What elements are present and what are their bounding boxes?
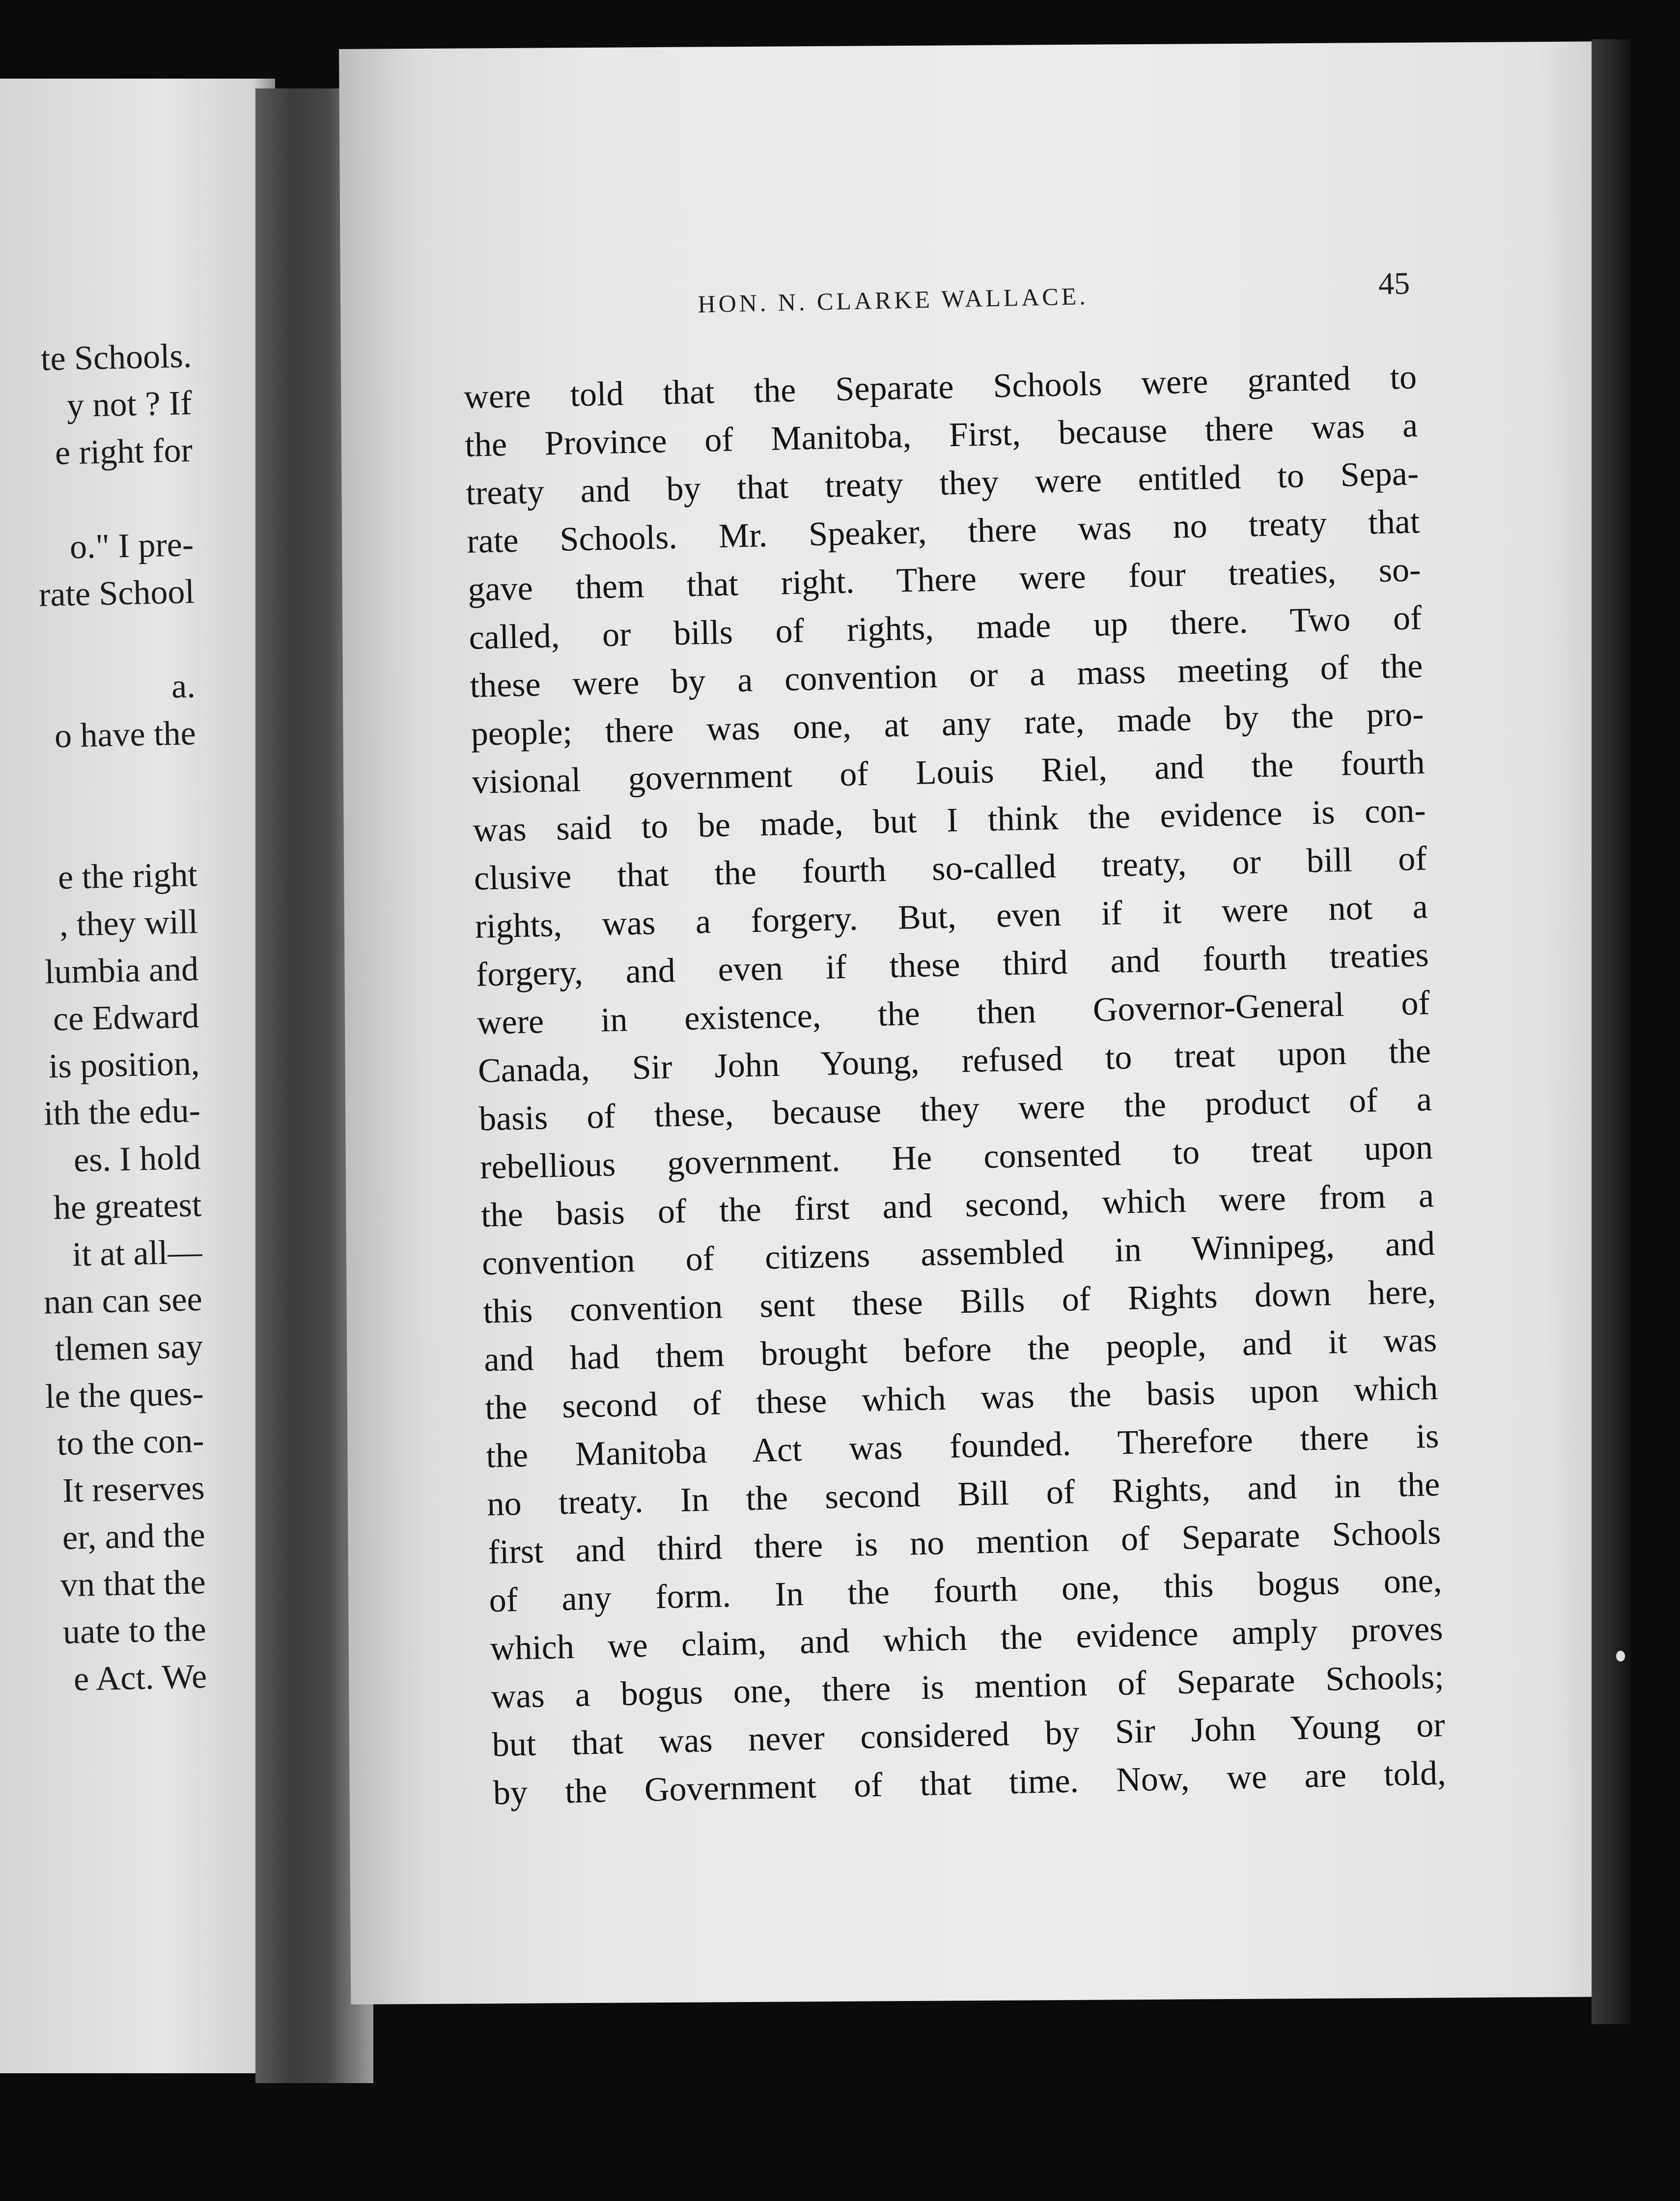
body-line: first and third there is no mention of Separate Schools: [487, 1513, 1442, 1572]
left-page-line: to the con-: [56, 1422, 205, 1463]
left-page-line: It reserves: [62, 1469, 205, 1510]
left-page-line: he greatest: [53, 1186, 202, 1227]
page-number: 45: [1378, 265, 1410, 301]
body-line: the second of these which was the basis upon which: [484, 1369, 1438, 1427]
left-page: [0, 79, 275, 2073]
left-page-line: ce Edward: [53, 997, 200, 1039]
left-page-line: le the ques-: [44, 1375, 204, 1416]
body-line: and had them brought before the people, and it was: [483, 1321, 1437, 1379]
body-line: these were by a convention or a mass meeting of the: [469, 647, 1424, 705]
running-head: HON. N. CLARKE WALLACE.: [697, 282, 1089, 318]
left-page-line: ith the edu-: [43, 1092, 201, 1133]
left-page-line: , they will: [59, 903, 198, 944]
left-page-line: tlemen say: [55, 1327, 203, 1369]
body-line: gave them that right. There were four treaties, so-: [467, 551, 1421, 609]
body-line: were in existence, the then Governor-General of: [476, 984, 1430, 1042]
left-page-line: a.: [171, 667, 196, 706]
left-page-line: lumbia and: [44, 950, 199, 991]
left-page-line: it at all—: [71, 1233, 202, 1274]
body-line: was a bogus one, there is mention of Separate Schools;: [490, 1658, 1445, 1716]
body-line: basis of these, because they were the product of a: [478, 1080, 1432, 1138]
body-line: but that was never considered by Sir John Young or: [492, 1706, 1446, 1764]
body-line: treaty and by that treaty they were entitled to Sepa-: [465, 454, 1419, 512]
left-page-line: e the right: [57, 856, 198, 897]
right-page-edge: [1592, 39, 1631, 2024]
left-page-line: nan can see: [43, 1280, 203, 1322]
body-line: rights, was a forgery. But, even if it were not a: [475, 888, 1428, 946]
left-page-line: e right for: [55, 431, 193, 472]
body-line: Canada, Sir John Young, refused to treat upon the: [477, 1032, 1431, 1090]
left-page-line: o have the: [54, 714, 196, 756]
body-line: the Manitoba Act was founded. Therefore there is: [485, 1417, 1439, 1475]
left-page-line: uate to the: [62, 1610, 207, 1652]
body-line: rebellious government. He consented to treat upon: [479, 1128, 1433, 1186]
body-line: was said to be made, but I think the evidence is con-: [473, 791, 1427, 849]
body-line: clusive that the fourth so-called treaty, or bill of: [474, 840, 1428, 898]
body-line: by the Government of that time. Now, we are told,: [493, 1754, 1447, 1812]
left-page-line: e Act. We: [73, 1658, 207, 1698]
left-page-line: o." I pre-: [69, 526, 195, 566]
left-page-text: [0, 79, 275, 2073]
body-line: no treaty. In the second Bill of Rights, and in the: [486, 1465, 1440, 1524]
body-line: forgery, and even if these third and fourth treaties: [476, 936, 1429, 994]
body-line: convention of citizens assembled in Winnipeg, and: [481, 1224, 1435, 1283]
left-page-line: is position,: [48, 1044, 200, 1086]
body-line: called, or bills of rights, made up there. Two of: [468, 599, 1423, 657]
body-line: the Province of Manitoba, First, because there was a: [464, 406, 1418, 464]
scan-speck: [1616, 1651, 1625, 1662]
left-page-line: er, and the: [62, 1516, 206, 1557]
left-page-line: es. I hold: [73, 1139, 201, 1180]
body-line: people; there was one, at any rate, made by the pro-: [470, 695, 1425, 753]
body-line: the basis of the first and second, which were from a: [480, 1176, 1434, 1235]
left-page-line: rate School: [38, 573, 195, 614]
left-page-line: te Schools.: [40, 337, 192, 378]
body-line: were told that the Separate Schools were granted to: [463, 358, 1417, 416]
left-page-line: y not ? If: [66, 384, 193, 425]
scan-speck: [644, 10, 656, 27]
body-line: rate Schools. Mr. Speaker, there was no treaty that: [466, 503, 1420, 561]
body-line: of any form. In the fourth one, this bogus one,: [488, 1561, 1443, 1620]
body-line: visional government of Louis Riel, and the fourth: [471, 743, 1426, 801]
body-line: which we claim, and which the evidence amply proves: [489, 1609, 1444, 1668]
body-line: this convention sent these Bills of Rights down here,: [482, 1272, 1436, 1331]
body-text: [463, 353, 1446, 1817]
left-page-line: vn that the: [60, 1563, 206, 1605]
